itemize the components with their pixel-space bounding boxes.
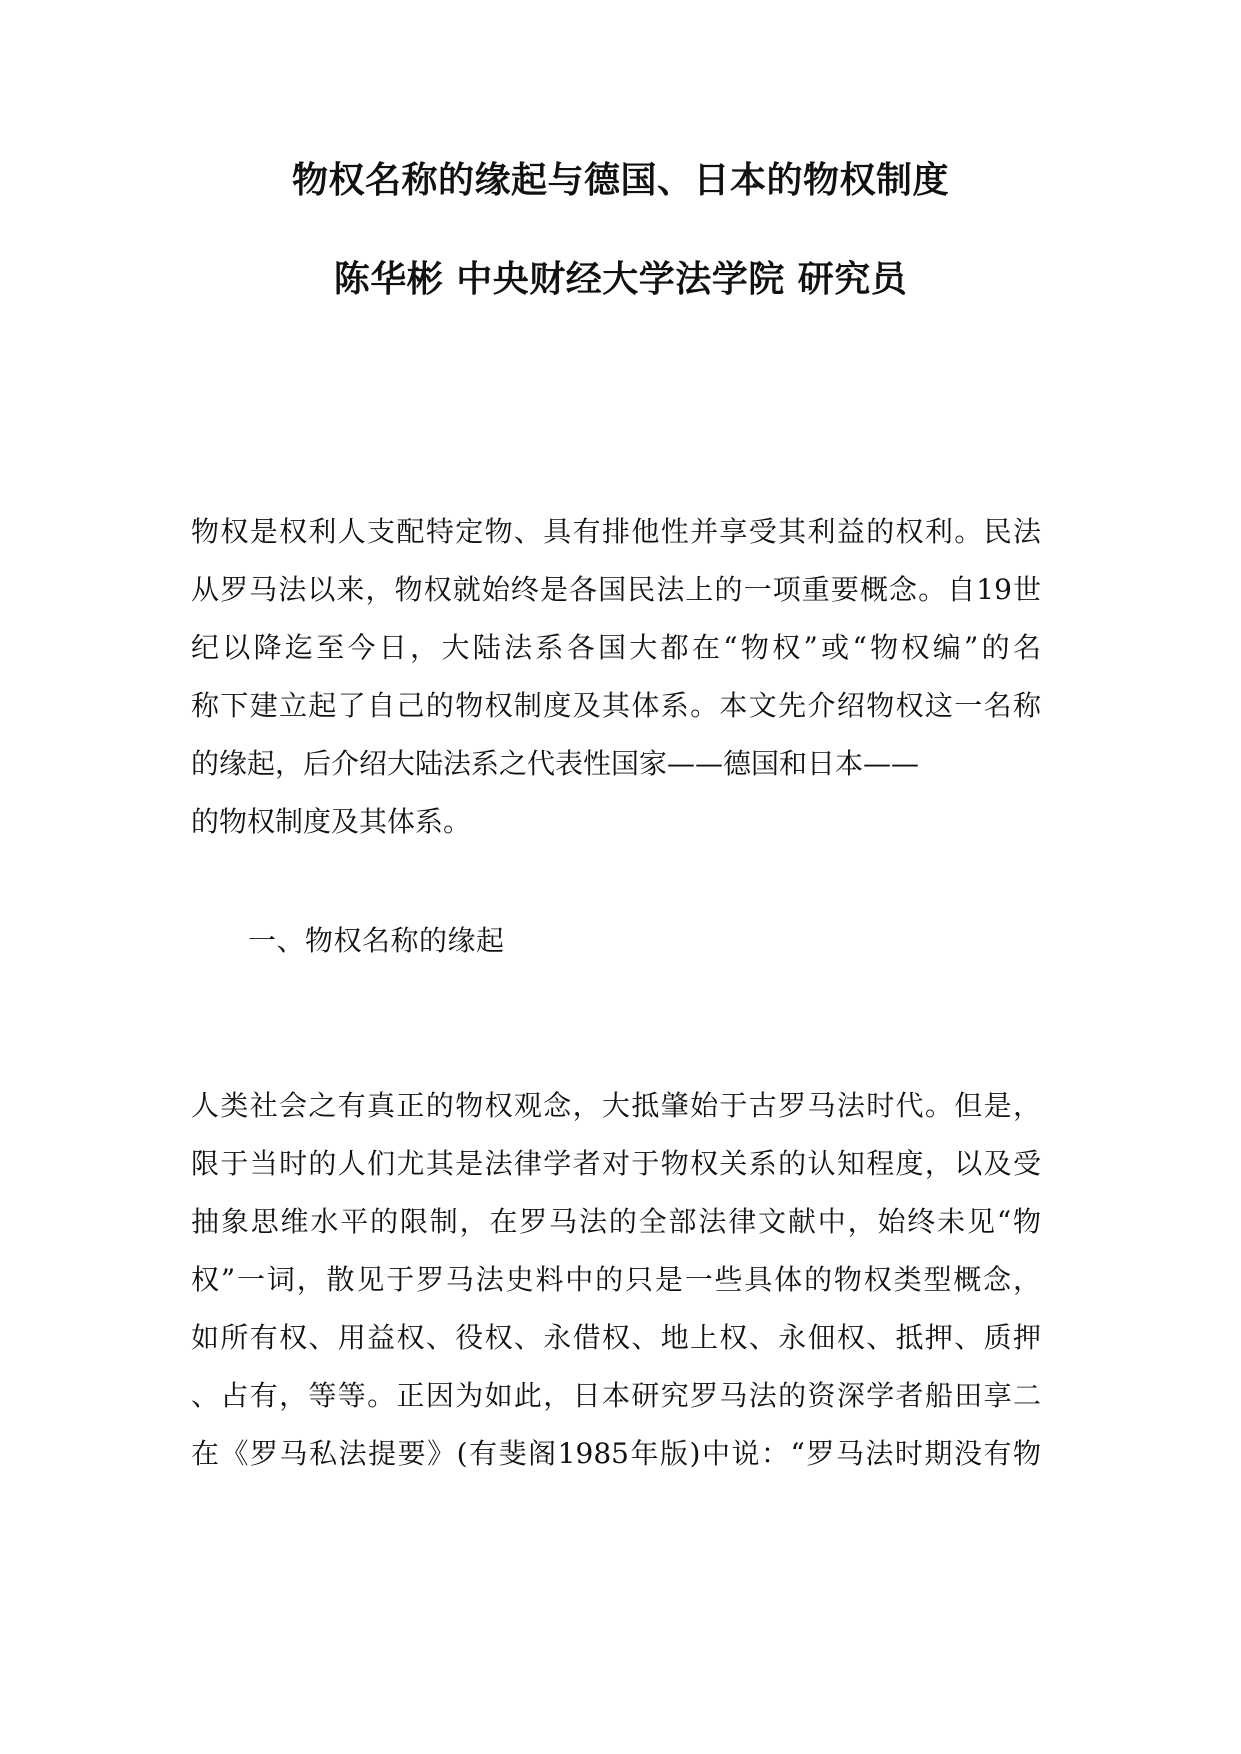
- intro-line: 称下建立起了自己的物权制度及其体系。本文先介绍物权这一名称: [191, 689, 1041, 722]
- intro-line: 的物权制度及其体系。: [191, 805, 472, 838]
- document-title: 物权名称的缘起与德国、日本的物权制度: [291, 160, 949, 201]
- author-line: 陈华彬 中央财经大学法学院 研究员: [333, 259, 908, 300]
- section-line: 如所有权、用益权、役权、永借权、地上权、永佃权、抵押、质押: [191, 1321, 1041, 1354]
- section-line: 限于当时的人们尤其是法律学者对于物权关系的认知程度，以及受: [191, 1147, 1041, 1180]
- section-line: 在《罗马私法提要》(有斐阁1985年版)中说：“罗马法时期没有物: [191, 1437, 1041, 1470]
- section-line: 、占有，等等。正因为如此，日本研究罗马法的资深学者船田享二: [191, 1379, 1041, 1412]
- intro-line: 的缘起，后介绍大陆法系之代表性国家——德国和日本——: [191, 747, 920, 780]
- intro-line: 从罗马法以来，物权就始终是各国民法上的一项重要概念。自19世: [191, 573, 1041, 606]
- section-line: 抽象思维水平的限制，在罗马法的全部法律文献中，始终未见“物: [191, 1205, 1041, 1238]
- section-line: 权”一词，散见于罗马法史料中的只是一些具体的物权类型概念，: [191, 1263, 1041, 1296]
- section-heading: 一、物权名称的缘起: [248, 924, 505, 957]
- intro-line: 物权是权利人支配特定物、具有排他性并享受其利益的权利。民法: [191, 515, 1041, 548]
- section-line: 人类社会之有真正的物权观念，大抵肇始于古罗马法时代。但是，: [191, 1089, 1041, 1122]
- intro-line: 纪以降迄至今日，大陆法系各国大都在“物权”或“物权编”的名: [191, 631, 1041, 664]
